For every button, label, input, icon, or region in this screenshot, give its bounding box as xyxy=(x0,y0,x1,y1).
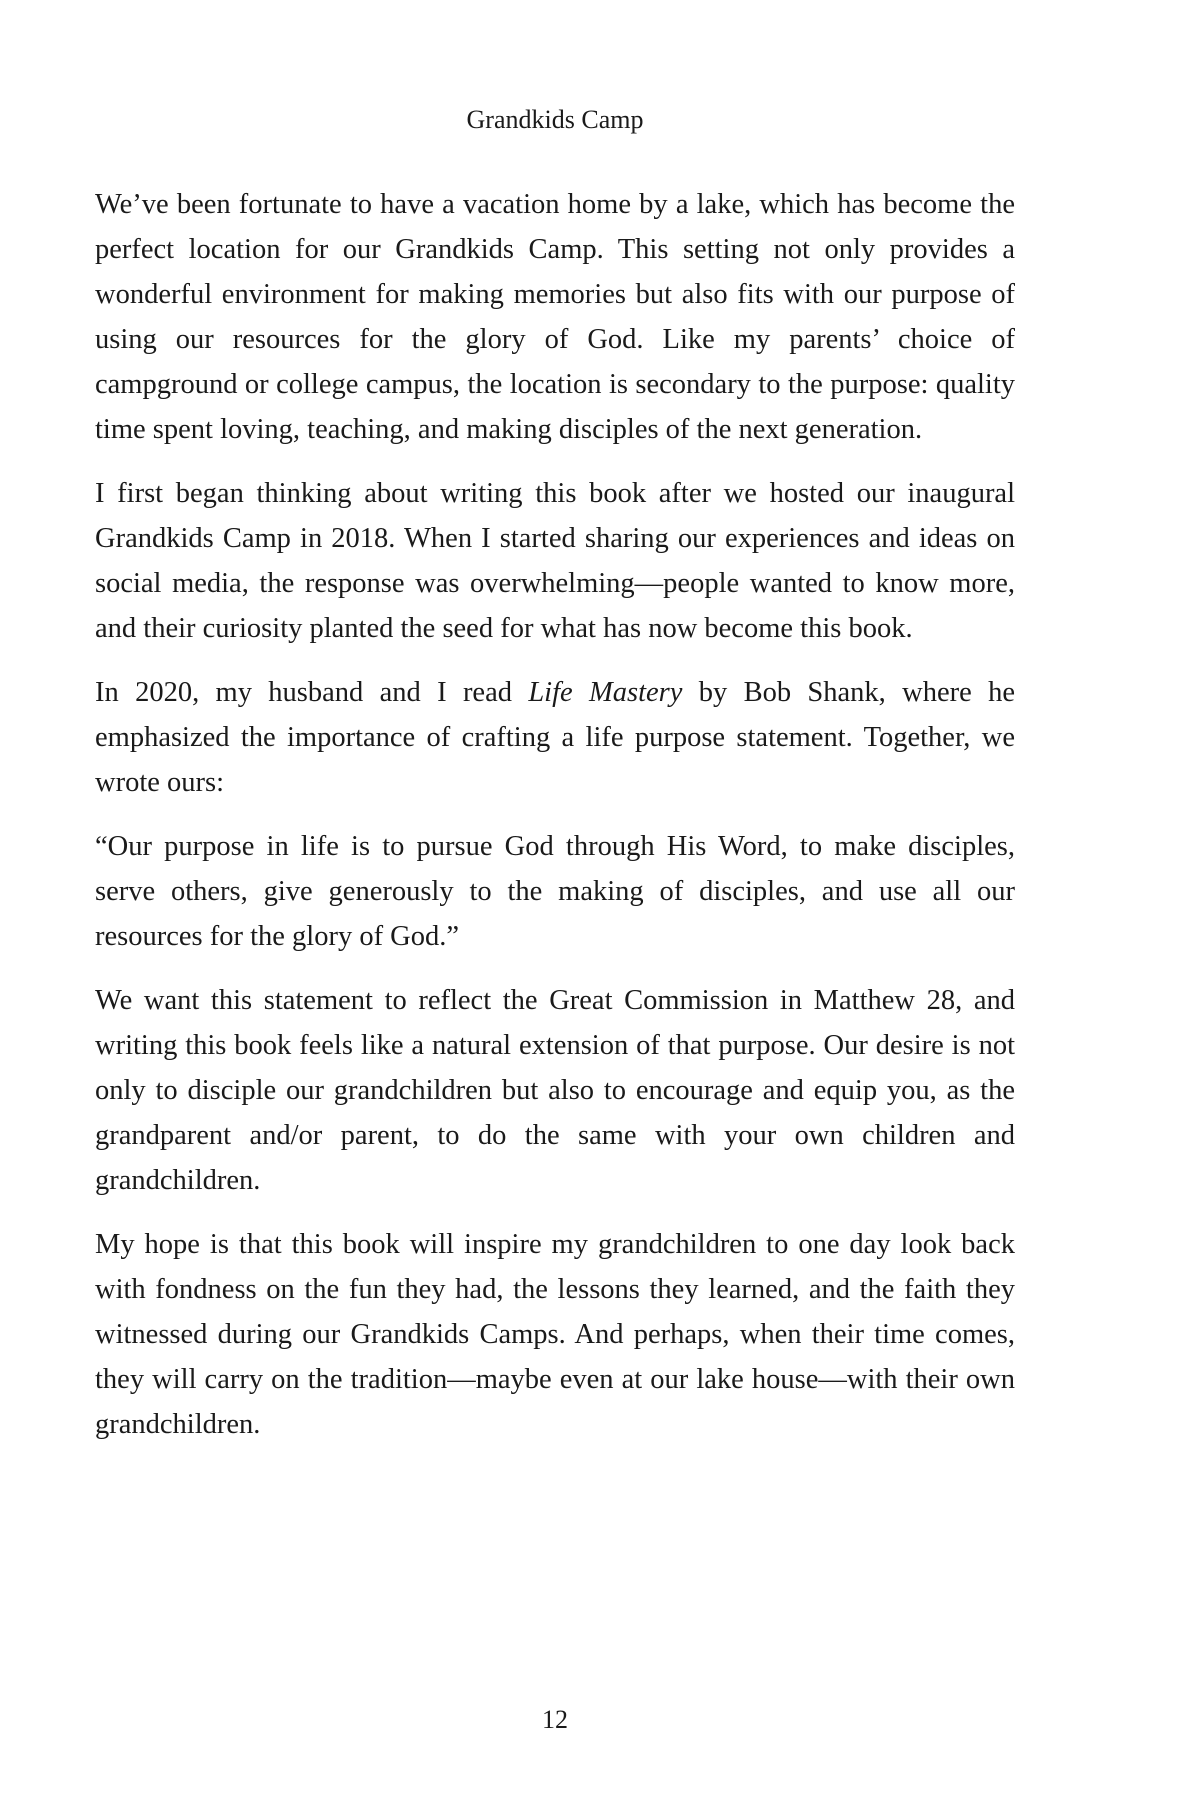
page-number: 12 xyxy=(542,1705,568,1734)
paragraph-3 xyxy=(95,670,1015,805)
book-title: Life Mastery xyxy=(528,677,683,708)
paragraph-3-rest: by Bob Shank, where he emphasized the importance of crafting a life purpose statement. Together, we wrote ours: xyxy=(95,677,1016,798)
body-text xyxy=(95,182,1015,1466)
paragraph-1: We’ve been fortunate to have a vacation home by a lake, which has become the perfect location for our Grandkids Camp. This setting not only provides a wonderful environment for making memories but also fits with our purpose of using our resources for the glory of God. Like my parents’ choice of campground or college campus, the location is secondary to the purpose: quality time spent loving, teaching, and making disciples of the next generation. xyxy=(95,189,1015,445)
paragraph-5: We want this statement to reflect the Great Commission in Matthew 28, and writing this book feels like a natural extension of that purpose. Our desire is not only to disciple our grandchildren but also to encourage and equip you, as the grandparent and/or parent, to do the same with your own children and grandchildren. xyxy=(95,985,1015,1196)
paragraph-3-lead: In 2020, my husband and I read xyxy=(95,677,529,708)
running-header: Grandkids Camp xyxy=(466,105,644,134)
purpose-statement: “Our purpose in life is to pursue God through His Word, to make disciples, serve others, give generously to the making of disciples, and use all our resources for the glory of God.” xyxy=(95,831,1015,952)
paragraph-2: I first began thinking about writing this book after we hosted our inaugural Grandkids Camp in 2018. When I started sharing our experiences and ideas on social media, the response was overwhelming—people wanted to know more, and their curiosity planted the seed for what has now become this book. xyxy=(95,478,1015,644)
paragraph-6: My hope is that this book will inspire my grandchildren to one day look back with fondness on the fun they had, the lessons they learned, and the faith they witnessed during our Grandkids Camps. And perhaps, when their time comes, they will carry on the tradition—maybe even at our lake house—with their own grandchildren. xyxy=(95,1229,1015,1440)
